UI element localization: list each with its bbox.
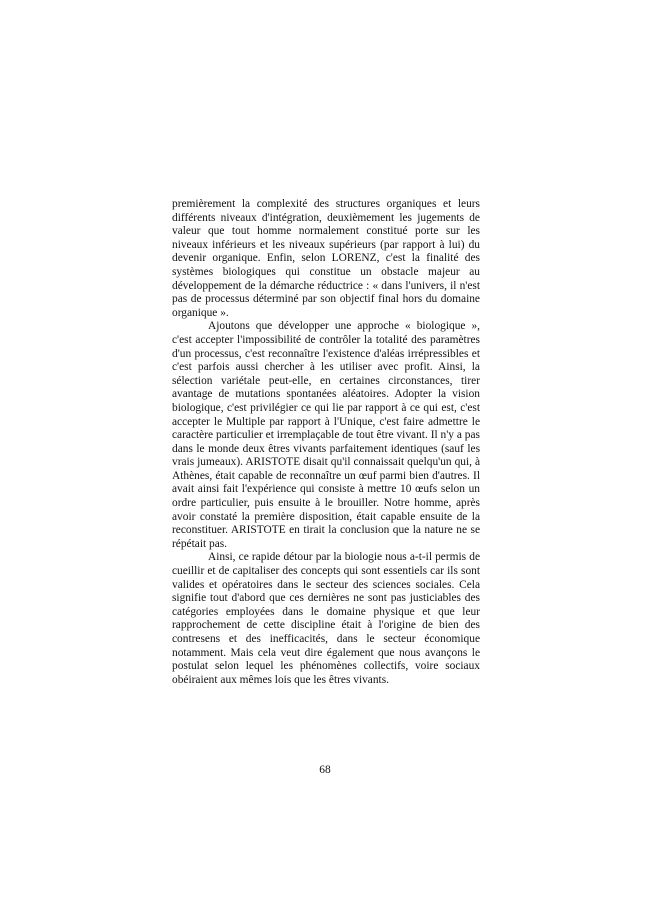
body-text <box>172 198 480 687</box>
paragraph-continuation: premièrement la complexité des structures organiques et leurs différents niveaux d'intégration, deuxièmement les jugements de valeur que tout homme normalement constitué porte sur les niveaux inférieurs et les niveaux supérieurs (par rapport à lui) du devenir organique. Enfin, selon LORENZ, c'est la finalité des systèmes biologiques qui constitue un obstacle majeur au développement de la démarche réductrice : « dans l'univers, il n'est pas de processus déterminé par son objectif final hors du domaine organique ». <box>172 198 480 319</box>
paragraph-social-sciences: Ainsi, ce rapide détour par la biologie nous a-t-il permis de cueillir et de capitaliser des concepts qui sont essentiels car ils sont valides et opératoires dans le secteur des sciences sociales. Cela signifie tout d'abord que ces dernières ne sont pas justiciables des catégories employées dans le domaine physique et que leur rapprochement de cette discipline était à l'origine de bien des contresens et des inefficacités, dans le secteur économique notamment. Mais cela veut dire également que nous avançons le postulat selon lequel les phénomènes collectifs, voire sociaux obéiraient aux mêmes lois que les êtres vivants. <box>172 551 480 686</box>
page-number: 68 <box>319 764 331 776</box>
paragraph-biological-approach: Ajoutons que développer une approche « biologique », c'est accepter l'impossibilité de contrôler la totalité des paramètres d'un processus, c'est reconnaître l'existence d'aléas irrépressibles et c'est parfois aussi chercher à les utiliser avec profit. Ainsi, la sélection variétale peut-elle, en certaines circonstances, tirer avantage de mutations spontanées aléatoires. Adopter la vision biologique, c'est privilégier ce qui lie par rapport à ce qui est, c'est accepter le Multiple par rapport à l'Unique, c'est faire admettre le caractère particulier et irremplaçable de tout être vivant. Il n'y a pas dans le monde deux êtres vivants parfaitement identiques (sauf les vrais jumeaux). ARISTOTE disait qu'il connaissait quelqu'un qui, à Athènes, était capable de reconnaître un œuf parmi bien d'autres. Il avait ainsi fait l'expérience qui consiste à mettre 10 œufs selon un ordre particulier, puis ensuite à le brouiller. Notre homme, après avoir constaté la première disposition, était capable ensuite de la reconstituer. ARISTOTE en tirait la conclusion que la nature ne se répétait pas. <box>172 320 480 550</box>
